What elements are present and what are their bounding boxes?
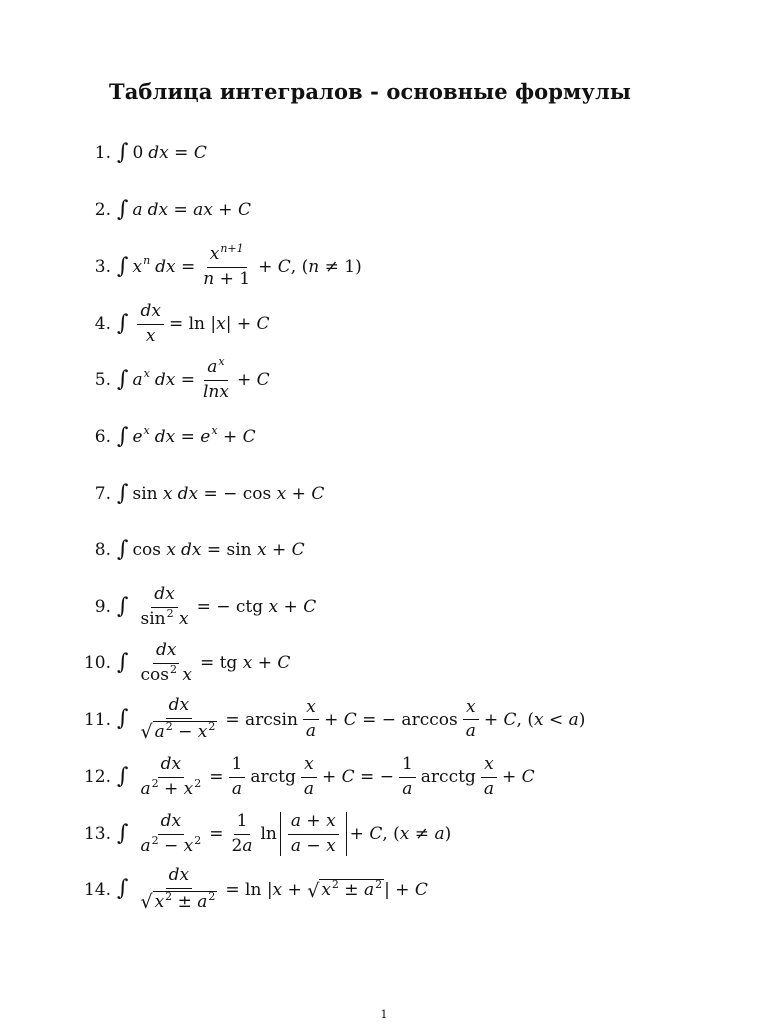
formula-number: 7. bbox=[94, 484, 111, 504]
formula-number: 5. bbox=[94, 370, 111, 390]
formula: ∫ $\frac{dx}{a^2 - x^2}$ = $\frac{1}{2a}$ ln $\frac{a + x}{a - x}$ + C , ( x ≠ a ) bbox=[117, 810, 452, 856]
formula-number: 14. bbox=[83, 880, 111, 900]
formula: ∫ cos x dx = sin x + C bbox=[117, 536, 305, 562]
formula-row bbox=[0, 407, 768, 467]
formula-row bbox=[0, 633, 768, 693]
formula-row bbox=[0, 747, 768, 807]
formula-row bbox=[0, 237, 768, 297]
formula-number: 13. bbox=[83, 824, 111, 844]
formula: ∫ $\frac{dx}{a^2 + x^2}$ = $\frac{1}{a}$ arctg $\frac{x}{a}$ + C = − $\frac{1}{a}$ arcctg $\frac{x}{a}$ + C bbox=[117, 753, 535, 799]
formula: ∫ 0 dx = C bbox=[117, 139, 207, 165]
formula-row bbox=[0, 577, 768, 637]
formula-number: 11. bbox=[83, 710, 111, 730]
formula: ∫ dx √ $x^2 \pm a^2$ = ln | x + √ $x^2 \pm a^2$ | + C bbox=[117, 865, 428, 914]
formula-number: 9. bbox=[94, 597, 111, 617]
formula: ∫ sin x dx = − cos x + C bbox=[117, 480, 325, 506]
formula: ∫ e x dx = e x + C bbox=[117, 423, 256, 449]
formula-row bbox=[0, 520, 768, 580]
formula: ∫ $\frac{dx}{\cos^2 x}$ = tg x + C bbox=[117, 639, 291, 685]
formula-row bbox=[0, 804, 768, 864]
formula: ∫ $\frac{dx}{\sin^2 x}$ = − ctg x + C bbox=[117, 583, 317, 629]
formula-number: 8. bbox=[94, 540, 111, 560]
page-number: 1 bbox=[380, 1008, 388, 1021]
formula-row bbox=[0, 180, 768, 240]
formula-number: 1. bbox=[94, 143, 111, 163]
formula-row bbox=[0, 464, 768, 524]
formula-row bbox=[0, 690, 768, 750]
formula-row bbox=[0, 860, 768, 920]
formula-number: 3. bbox=[94, 257, 111, 277]
formula-number: 12. bbox=[83, 767, 111, 787]
formula: ∫ x n dx = $\frac{x^{n+1}}{n + 1}$ + C , ( n ≠ 1) bbox=[117, 241, 362, 289]
formula-row bbox=[0, 123, 768, 183]
formula-number: 4. bbox=[94, 314, 111, 334]
formula-number: 10. bbox=[83, 653, 111, 673]
formula: ∫ a x dx = $\frac{a^x}{\ln x}$ + C bbox=[117, 354, 270, 402]
formula: ∫ a dx = ax + C bbox=[117, 196, 251, 222]
formula: ∫ $\frac{dx}{x}$ = ln | x | + C bbox=[117, 300, 270, 346]
formula: ∫ dx √ $a^2 - x^2$ = arcsin $\frac{x}{a}$ + C = − arccos $\frac{x}{a}$ + C , ( x < a ) bbox=[117, 695, 586, 744]
formula-row bbox=[0, 294, 768, 354]
formula-number: 6. bbox=[94, 427, 111, 447]
formula-number: 2. bbox=[94, 200, 111, 220]
formula-row bbox=[0, 350, 768, 410]
page-title: Таблица интегралов - основные формулы bbox=[109, 79, 632, 104]
